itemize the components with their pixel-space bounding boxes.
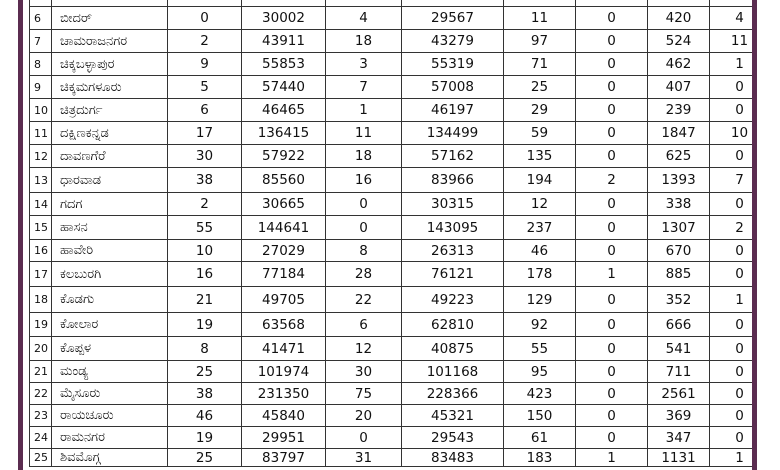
col-7-cell: 1393 [648,168,710,193]
col-2-cell: 85560 [242,168,326,193]
serial-number-cell: 16 [30,240,52,262]
district-name-cell: ಶಿವಮೊಗ್ಗ [52,449,168,467]
col-6-cell: 0 [576,383,648,405]
table-row [30,262,753,287]
col-6-cell: 0 [576,361,648,383]
col-5-cell: 423 [504,383,576,405]
col-1-cell: 38 [168,383,242,405]
col-6-cell: 0 [576,313,648,337]
col-4-cell: 83483 [402,449,504,467]
district-name-cell: ಹಾಸನ [52,216,168,240]
col-2-cell: 57922 [242,145,326,168]
district-name-cell: ರಾಯಚೂರು [52,405,168,427]
serial-number-cell: 11 [30,122,52,145]
district-name-cell: ಗದಗ [52,193,168,216]
col-7-cell: 338 [648,193,710,216]
table-row [30,122,753,145]
col-1-cell: 8 [168,337,242,361]
col-8-cell: 0 [710,262,753,287]
table-row [30,193,753,216]
col-4-cell: 29543 [402,427,504,449]
col-3-cell: 8 [326,240,402,262]
col-2-cell: 77184 [242,262,326,287]
table-row [30,449,753,467]
col-8-cell: 0 [710,240,753,262]
col-6-cell: 0 [576,7,648,30]
col-7-cell: 407 [648,76,710,99]
col-7-cell: 670 [648,240,710,262]
serial-number-cell: 10 [30,99,52,122]
table-row [30,405,753,427]
col-6-cell: 0 [576,287,648,313]
district-name-cell: ಕಲಬುರಗಿ [52,262,168,287]
col-5-cell: 59 [504,122,576,145]
col-1-cell: 16 [168,262,242,287]
table-row [30,30,753,53]
col-4-cell: 62810 [402,313,504,337]
serial-number-cell: 25 [30,449,52,467]
col-8-cell: 0 [710,313,753,337]
col-5-cell: 237 [504,216,576,240]
col-4-cell: 134499 [402,122,504,145]
col-3-cell: 4 [326,7,402,30]
col-3-cell: 22 [326,287,402,313]
district-name-cell: ಮಂಡ್ಯ [52,361,168,383]
col-5-cell: 25 [504,76,576,99]
col-8-cell: 0 [710,193,753,216]
col-2-cell: 27029 [242,240,326,262]
col-1-cell: 17 [168,122,242,145]
col-8-cell: 0 [710,361,753,383]
serial-number-cell: 23 [30,405,52,427]
col-4-cell: 57008 [402,76,504,99]
col-7-cell: 1847 [648,122,710,145]
col-8-cell: 0 [710,145,753,168]
col-5-cell: 46 [504,240,576,262]
serial-number-cell: 7 [30,30,52,53]
col-8-cell: 1 [710,287,753,313]
col-7-cell: 524 [648,30,710,53]
col-7-cell: 625 [648,145,710,168]
col-4-cell: 57162 [402,145,504,168]
table-row [30,99,753,122]
col-5-cell: 12 [504,193,576,216]
col-7-cell: 711 [648,361,710,383]
col-6-cell: 0 [576,337,648,361]
col-6-cell: 0 [576,30,648,53]
serial-number-cell: 18 [30,287,52,313]
col-3-cell: 11 [326,122,402,145]
col-6-cell: 0 [576,427,648,449]
serial-number-cell: 21 [30,361,52,383]
col-1-cell: 2 [168,193,242,216]
table-row [30,313,753,337]
serial-number-cell: 17 [30,262,52,287]
table-row [30,427,753,449]
col-3-cell: 0 [326,216,402,240]
col-6-cell: 1 [576,262,648,287]
col-7-cell: 347 [648,427,710,449]
col-8-cell: 2 [710,216,753,240]
col-3-cell: 18 [326,30,402,53]
col-3-cell: 7 [326,76,402,99]
col-8-cell: 0 [710,76,753,99]
district-name-cell: ಚಿಕ್ಕಮಗಳೂರು [52,76,168,99]
col-4-cell: 45321 [402,405,504,427]
col-6-cell: 0 [576,53,648,76]
serial-number-cell: 15 [30,216,52,240]
col-6-cell: 0 [576,122,648,145]
serial-number-cell: 12 [30,145,52,168]
col-2-cell: 30002 [242,7,326,30]
col-2-cell: 30665 [242,193,326,216]
district-name-cell: ಚಿತ್ರದುರ್ಗ [52,99,168,122]
col-4-cell: 55319 [402,53,504,76]
col-7-cell: 666 [648,313,710,337]
col-1-cell: 38 [168,168,242,193]
col-2-cell: 144641 [242,216,326,240]
col-8-cell: 11 [710,30,753,53]
col-7-cell: 1307 [648,216,710,240]
serial-number-cell: 6 [30,7,52,30]
col-8-cell: 10 [710,122,753,145]
col-6-cell: 0 [576,99,648,122]
col-6-cell: 2 [576,168,648,193]
col-5-cell: 150 [504,405,576,427]
col-1-cell: 2 [168,30,242,53]
col-4-cell: 76121 [402,262,504,287]
table-row [30,383,753,405]
district-name-cell: ಕೋಲಾರ [52,313,168,337]
col-8-cell: 0 [710,405,753,427]
district-data-table [29,0,752,467]
col-3-cell: 28 [326,262,402,287]
col-1-cell: 25 [168,449,242,467]
serial-number-cell: 9 [30,76,52,99]
col-7-cell: 369 [648,405,710,427]
table-row [30,287,753,313]
col-5-cell: 92 [504,313,576,337]
district-name-cell: ಹಾವೇರಿ [52,240,168,262]
col-8-cell: 1 [710,449,753,467]
col-2-cell: 83797 [242,449,326,467]
district-name-cell: ಬೀದರ್ [52,7,168,30]
col-4-cell: 29567 [402,7,504,30]
col-7-cell: 885 [648,262,710,287]
col-4-cell: 143095 [402,216,504,240]
col-2-cell: 49705 [242,287,326,313]
col-7-cell: 1131 [648,449,710,467]
col-2-cell: 29951 [242,427,326,449]
col-1-cell: 6 [168,99,242,122]
table-row [30,53,753,76]
page-border-right [752,0,757,470]
district-name-cell: ದಕ್ಷಿಣಕನ್ನಡ [52,122,168,145]
col-5-cell: 55 [504,337,576,361]
table-row [30,240,753,262]
col-6-cell: 1 [576,449,648,467]
district-name-cell: ಕೊಡಗು [52,287,168,313]
col-5-cell: 194 [504,168,576,193]
district-name-cell: ರಾಮನಗರ [52,427,168,449]
col-7-cell: 352 [648,287,710,313]
col-3-cell: 20 [326,405,402,427]
col-3-cell: 3 [326,53,402,76]
col-1-cell: 19 [168,427,242,449]
col-8-cell: 0 [710,383,753,405]
col-1-cell: 46 [168,405,242,427]
col-5-cell: 183 [504,449,576,467]
col-6-cell: 0 [576,193,648,216]
col-5-cell: 11 [504,7,576,30]
col-8-cell: 1 [710,53,753,76]
table-row [30,168,753,193]
col-6-cell: 0 [576,240,648,262]
table-row [30,337,753,361]
col-4-cell: 40875 [402,337,504,361]
col-8-cell: 0 [710,99,753,122]
col-5-cell: 135 [504,145,576,168]
serial-number-cell: 20 [30,337,52,361]
col-8-cell: 0 [710,337,753,361]
district-name-cell: ಧಾರವಾಡ [52,168,168,193]
col-1-cell: 10 [168,240,242,262]
col-5-cell: 97 [504,30,576,53]
col-4-cell: 43279 [402,30,504,53]
col-6-cell: 0 [576,216,648,240]
serial-number-cell: 22 [30,383,52,405]
col-4-cell: 49223 [402,287,504,313]
col-2-cell: 136415 [242,122,326,145]
col-7-cell: 420 [648,7,710,30]
col-4-cell: 228366 [402,383,504,405]
serial-number-cell: 24 [30,427,52,449]
col-1-cell: 0 [168,7,242,30]
col-7-cell: 239 [648,99,710,122]
col-1-cell: 25 [168,361,242,383]
col-8-cell: 4 [710,7,753,30]
col-4-cell: 46197 [402,99,504,122]
col-7-cell: 462 [648,53,710,76]
col-2-cell: 101974 [242,361,326,383]
col-3-cell: 0 [326,427,402,449]
col-7-cell: 2561 [648,383,710,405]
col-5-cell: 71 [504,53,576,76]
col-6-cell: 0 [576,145,648,168]
col-3-cell: 16 [326,168,402,193]
col-6-cell: 0 [576,76,648,99]
col-1-cell: 19 [168,313,242,337]
table-viewport [23,0,752,470]
district-name-cell: ಮೈಸೂರು [52,383,168,405]
col-1-cell: 30 [168,145,242,168]
col-8-cell: 7 [710,168,753,193]
col-3-cell: 0 [326,193,402,216]
col-4-cell: 30315 [402,193,504,216]
col-8-cell: 0 [710,427,753,449]
district-name-cell: ದಾವಣಗೆರೆ [52,145,168,168]
col-2-cell: 57440 [242,76,326,99]
col-2-cell: 43911 [242,30,326,53]
col-5-cell: 29 [504,99,576,122]
col-2-cell: 55853 [242,53,326,76]
serial-number-cell: 13 [30,168,52,193]
col-1-cell: 5 [168,76,242,99]
col-4-cell: 83966 [402,168,504,193]
col-3-cell: 31 [326,449,402,467]
col-4-cell: 26313 [402,240,504,262]
table-row [30,7,753,30]
district-name-cell: ಚಾಮರಾಜನಗರ [52,30,168,53]
col-3-cell: 6 [326,313,402,337]
col-5-cell: 129 [504,287,576,313]
col-3-cell: 75 [326,383,402,405]
district-name-cell: ಕೊಪ್ಪಳ [52,337,168,361]
table-row [30,76,753,99]
col-7-cell: 541 [648,337,710,361]
col-3-cell: 30 [326,361,402,383]
col-1-cell: 9 [168,53,242,76]
table-row [30,361,753,383]
col-3-cell: 18 [326,145,402,168]
col-5-cell: 95 [504,361,576,383]
col-5-cell: 178 [504,262,576,287]
col-3-cell: 1 [326,99,402,122]
col-1-cell: 55 [168,216,242,240]
col-5-cell: 61 [504,427,576,449]
col-6-cell: 0 [576,405,648,427]
col-4-cell: 101168 [402,361,504,383]
serial-number-cell: 8 [30,53,52,76]
table-row [30,216,753,240]
col-2-cell: 46465 [242,99,326,122]
serial-number-cell: 19 [30,313,52,337]
col-3-cell: 12 [326,337,402,361]
serial-number-cell: 14 [30,193,52,216]
col-2-cell: 63568 [242,313,326,337]
col-2-cell: 41471 [242,337,326,361]
col-2-cell: 231350 [242,383,326,405]
col-1-cell: 21 [168,287,242,313]
district-name-cell: ಚಿಕ್ಕಬಳ್ಳಾಪುರ [52,53,168,76]
col-2-cell: 45840 [242,405,326,427]
table-row [30,145,753,168]
